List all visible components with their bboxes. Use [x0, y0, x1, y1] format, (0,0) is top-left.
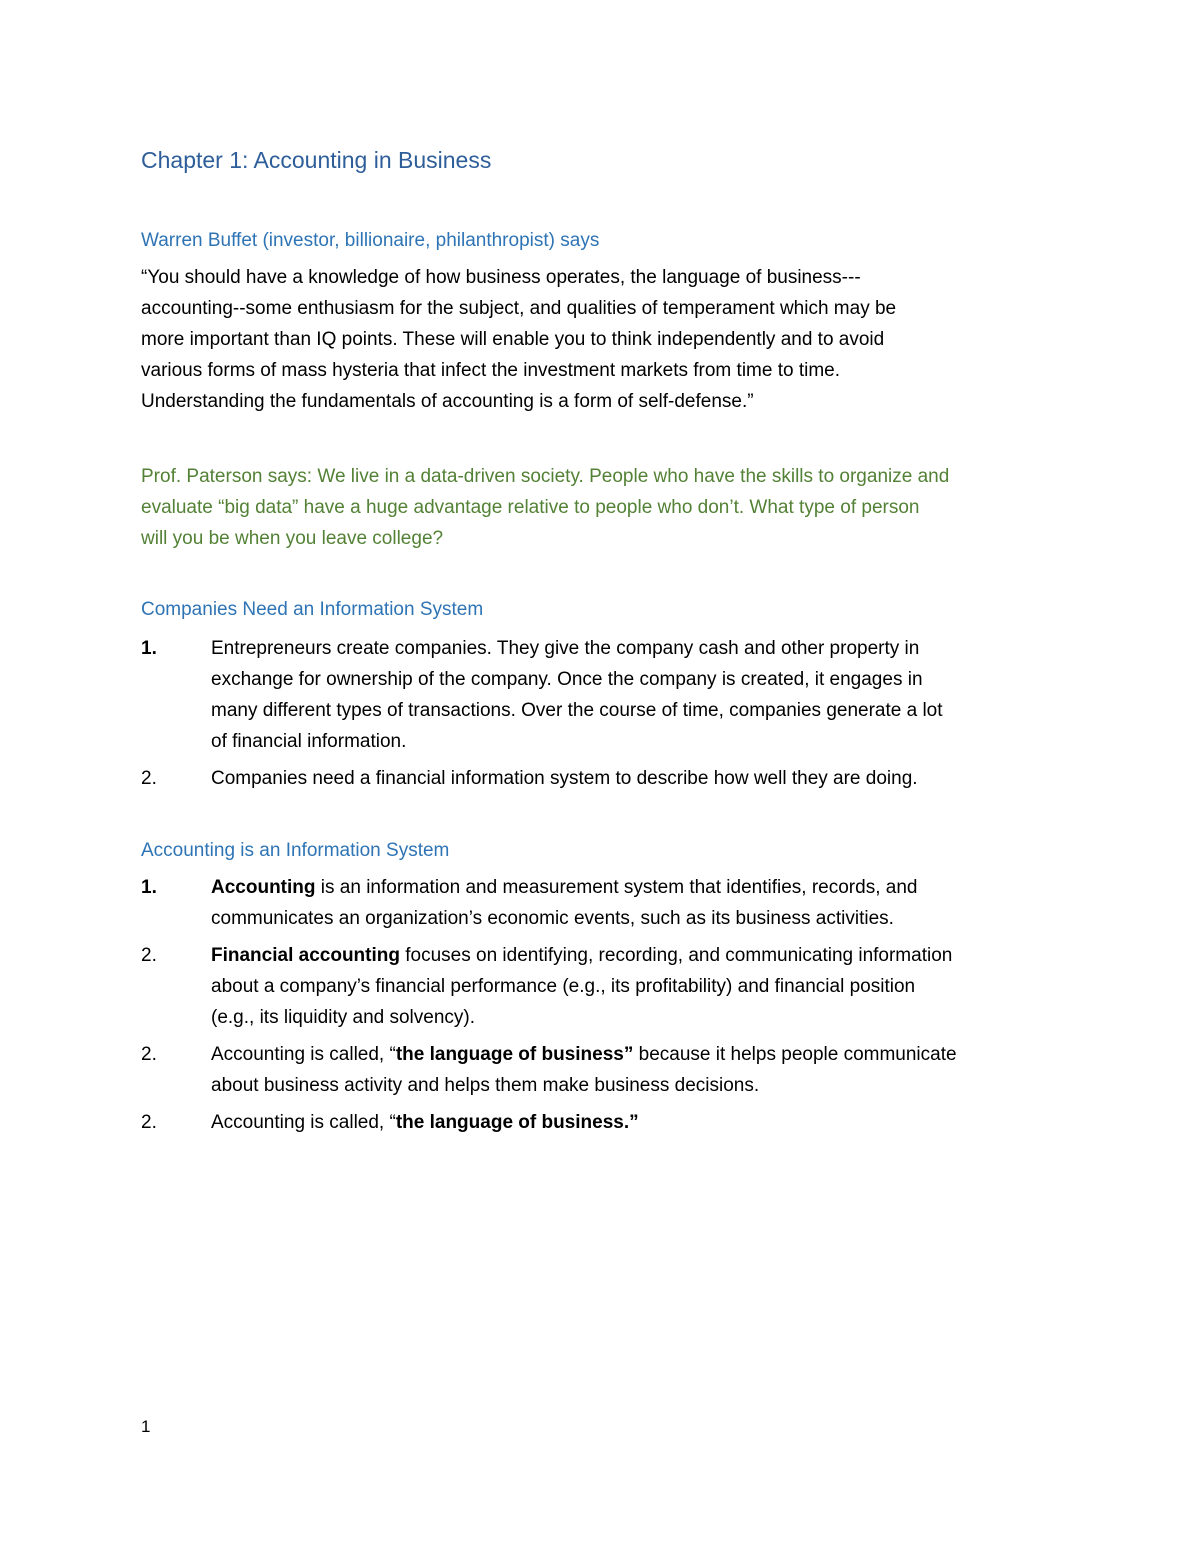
list-line: communicates an organization’s economic events, such as its business activities.	[211, 908, 894, 929]
term-accounting: Accounting	[211, 877, 316, 898]
quote-line: Understanding the fundamentals of accounting is a form of self-defense.”	[141, 391, 754, 412]
list-line	[211, 1039, 1071, 1070]
list-text: Accounting is called, “	[211, 1044, 396, 1065]
list-item	[141, 763, 1071, 794]
list-item	[141, 1107, 1071, 1138]
prof-line: will you be when you leave college?	[141, 528, 444, 549]
page-number: 1	[141, 1417, 151, 1436]
list-line: exchange for ownership of the company. Once the company is created, it engages in	[211, 669, 923, 690]
quote-line: accounting--some enthusiasm for the subject, and qualities of temperament which may be	[141, 298, 897, 319]
list-line	[211, 940, 1071, 971]
accounting-list	[141, 872, 1071, 1144]
list-text: Accounting is called, “	[211, 1112, 396, 1133]
list-item	[141, 872, 1071, 934]
list-line: about a company’s financial performance (e.g., its profitability) and financial position	[211, 976, 916, 997]
list-line: Entrepreneurs create companies. They give the company cash and other property in	[211, 638, 920, 659]
list-item	[141, 940, 1071, 1033]
list-line: (e.g., its liquidity and solvency).	[211, 1007, 476, 1028]
list-line: Companies need a financial information system to describe how well they are doing.	[211, 768, 918, 789]
quote-heading: Warren Buffet (investor, billionaire, philanthropist) says	[141, 230, 600, 251]
list-number: 2.	[141, 1112, 157, 1133]
list-line: about business activity and helps them make business decisions.	[211, 1075, 760, 1096]
list-item	[141, 1039, 1071, 1101]
prof-line: evaluate “big data” have a huge advantage relative to people who don’t. What type of person	[141, 497, 920, 518]
list-number: 2.	[141, 945, 157, 966]
prof-paterson-paragraph	[141, 461, 1071, 554]
prof-line: Prof. Paterson says: We live in a data-driven society. People who have the skills to organize and	[141, 466, 950, 487]
list-number: 1.	[141, 638, 157, 659]
list-text: is an information and measurement system that identifies, records, and	[315, 877, 918, 898]
term-language-of-business: the language of business.”	[395, 1112, 639, 1133]
list-line	[211, 1107, 1071, 1138]
quote-line: more important than IQ points. These will enable you to think independently and to avoid	[141, 329, 885, 350]
chapter-title: Chapter 1: Accounting in Business	[141, 147, 492, 173]
companies-list	[141, 633, 1071, 800]
section-heading-accounting: Accounting is an Information System	[141, 840, 450, 861]
list-line	[211, 872, 1071, 903]
list-item	[141, 633, 1071, 757]
list-number: 2.	[141, 768, 157, 789]
quote-line: “You should have a knowledge of how business operates, the language of business---	[141, 267, 861, 288]
buffett-quote	[141, 262, 1071, 417]
list-text: because it helps people communicate	[633, 1044, 957, 1065]
list-line: of financial information.	[211, 731, 407, 752]
list-number: 2.	[141, 1044, 157, 1065]
list-text: focuses on identifying, recording, and communicating information	[399, 945, 953, 966]
quote-line: various forms of mass hysteria that infect the investment markets from time to time.	[141, 360, 841, 381]
term-language-of-business: the language of business”	[395, 1044, 634, 1065]
term-financial-accounting: Financial accounting	[211, 945, 400, 966]
list-line: many different types of transactions. Over the course of time, companies generate a lot	[211, 700, 943, 721]
list-number: 1.	[141, 877, 157, 898]
section-heading-companies: Companies Need an Information System	[141, 599, 484, 620]
